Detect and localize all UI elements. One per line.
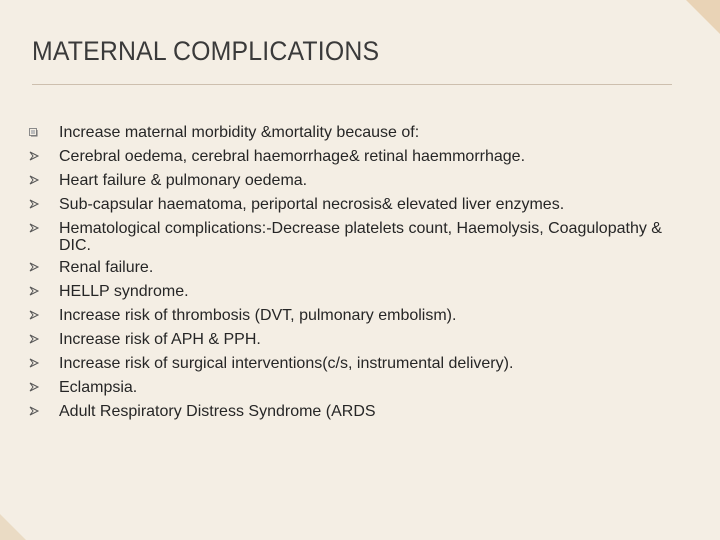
list-item-text: Cerebral oedema, cerebral haemorrhage& retinal haemmorrhage.: [59, 148, 526, 165]
arrow-bullet-icon: [28, 173, 40, 187]
list-item: [28, 283, 698, 300]
arrow-bullet-icon: [28, 221, 40, 235]
arrow-bullet-icon: [28, 356, 40, 370]
list-item-text: Adult Respiratory Distress Syndrome (ARDS: [59, 403, 376, 420]
square-bullet-icon: [28, 125, 40, 139]
corner-decoration-top: [686, 0, 720, 34]
arrow-bullet-icon: [28, 197, 40, 211]
list-item-text: Eclampsia.: [59, 379, 138, 396]
slide-title: MATERNAL COMPLICATIONS: [32, 36, 380, 66]
list-item: [28, 124, 698, 141]
list-item: [28, 259, 698, 276]
arrow-bullet-icon: [28, 380, 40, 394]
corner-decoration-bottom: [0, 514, 26, 540]
list-item: [28, 379, 698, 396]
arrow-bullet-icon: [28, 260, 40, 274]
arrow-bullet-icon: [28, 404, 40, 418]
list-item: [28, 148, 698, 165]
list-item-text: Increase risk of thrombosis (DVT, pulmonary embolism).: [59, 307, 457, 324]
list-item: [28, 403, 698, 420]
list-item-text: Heart failure & pulmonary oedema.: [59, 172, 308, 189]
arrow-bullet-icon: [28, 332, 40, 346]
list-item: [28, 307, 698, 324]
list-item-text: Renal failure.: [59, 259, 154, 276]
list-item-text: Increase risk of surgical interventions(c/s, instrumental delivery).: [59, 355, 514, 372]
title-divider: [32, 84, 672, 85]
list-item-text: Sub-capsular haematoma, periportal necrosis& elevated liver enzymes.: [59, 196, 565, 213]
list-item-text: Increase risk of APH & PPH.: [59, 331, 261, 348]
bullet-list: [28, 124, 698, 427]
arrow-bullet-icon: [28, 284, 40, 298]
list-item: [28, 172, 698, 189]
list-item: [28, 331, 698, 348]
arrow-bullet-icon: [28, 149, 40, 163]
list-item: [28, 196, 698, 213]
list-item: [28, 220, 698, 254]
list-item-text: Hematological complications:-Decrease platelets count, Haemolysis, Coagulopathy & DIC.: [59, 220, 662, 254]
list-item-text: Increase maternal morbidity &mortality because of:: [59, 124, 420, 141]
list-item-text: HELLP syndrome.: [59, 283, 189, 300]
list-item: [28, 355, 698, 372]
arrow-bullet-icon: [28, 308, 40, 322]
